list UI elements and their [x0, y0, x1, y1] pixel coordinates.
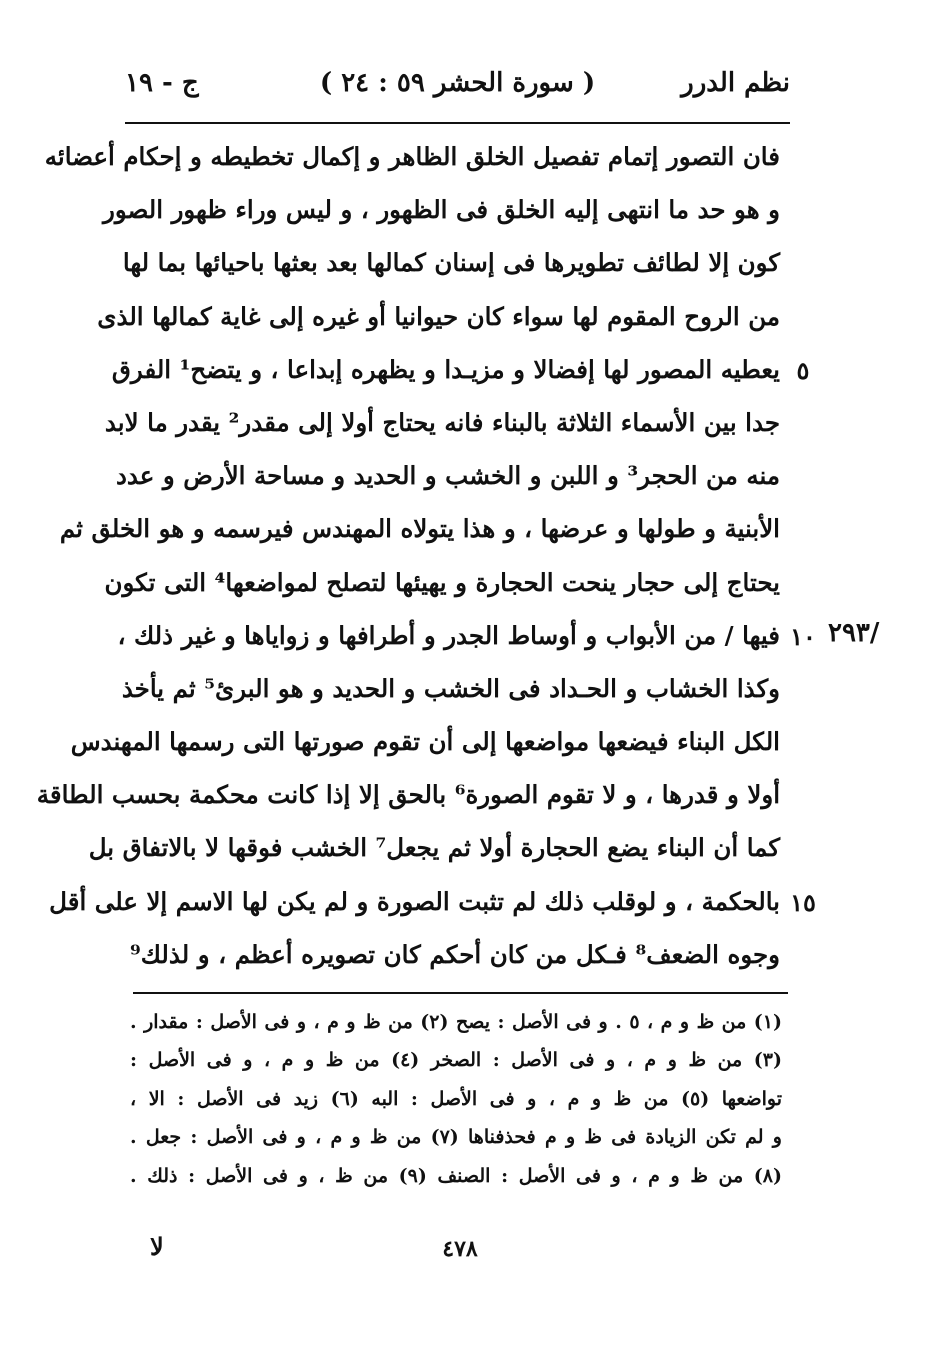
text-line: فيها / من الأبواب و أوساط الجدر و أطرافها و زواياها و غير ذلك ،: [117, 620, 780, 650]
text-line: يحتاج إلى حجار ينحت الحجارة و يهيئها لتصلح لمواضعها⁴ التى تكون: [104, 567, 780, 597]
text-line: الأبنية و طولها و عرضها ، و هذا يتولاه المهندس فيرسمه و هو الخلق ثم: [59, 514, 780, 544]
footnote-line: (١) من ظ و م ، ٥ . و فى الأصل : يصح (٢) من ظ و م ، و فى الأصل : مقدار .: [130, 1011, 782, 1033]
text-line: أولا و قدرها ، و لا تقوم الصورة⁶ بالحق إلا إذا كانت محكمة بحسب الطاقة: [36, 780, 780, 810]
main-text: [36, 130, 780, 981]
text-line: جدا بين الأسماء الثلاثة بالبناء فانه يحتاج أولا إلى مقدر² يقدر ما لابد: [104, 407, 780, 437]
footnote-line: تواضعها (٥) من ظ و م ، و فى الأصل : البه (٦) زيد فى الأصل : الا ،: [130, 1087, 782, 1110]
text-line: كون إلا لطائف تطويرها فى إسنان كمالها بعد بعثها باحيائها بما لها: [122, 248, 780, 278]
text-line: وكذا الخشاب و الحـداد فى الخشب و الحديد و هو البرئ⁵ ثم يأخذ: [121, 673, 780, 703]
footnotes: [130, 1003, 782, 1195]
running-head: [125, 62, 790, 112]
text-line: من الروح المقوم لها سواء كان حيوانيا أو غيره إلى غاية كمالها الذى: [97, 301, 780, 331]
footnote-line: و لم تكن الزيادة فى ظ و م فحذفناها (٧) من ظ و م ، و فى الأصل : جعل .: [130, 1126, 782, 1149]
line-number-5: ٥: [796, 356, 810, 385]
page-number: ٤٧٨: [442, 1236, 478, 1262]
line-number-15: ١٥: [790, 888, 816, 917]
text-line: يعطيه المصور لها إفضالا و مزيـدا و يظهره إبداعا ، و يتضح¹ الفرق: [111, 354, 780, 384]
text-line: الكل البناء فيضعها مواضعها إلى أن تقوم صورتها التى رسمها المهندس: [70, 727, 780, 757]
volume-reference: ج - ١٩: [125, 68, 199, 98]
text-line: و هو حد ما انتهى إليه الخلق فى الظهور ، و ليس وراء ظهور الصور: [103, 195, 780, 225]
catchword: لا: [150, 1232, 164, 1261]
book-title: نظم الدرر: [681, 68, 790, 98]
text-line: كما أن البناء يضع الحجارة أولا ثم يجعل⁷ الخشب فوقها لا بالاتفاق بل: [88, 833, 780, 863]
manuscript-page-marker: /٢٩٣: [828, 618, 880, 648]
footnote-rule: [133, 992, 788, 994]
footnote-line: (٣) من ظ و م ، و فى الأصل : الصخر (٤) من ظ و م ، و فى الأصل :: [130, 1049, 782, 1072]
text-line: بالحكمة ، و لوقلب ذلك لم تثبت الصورة و لم يكن لها الاسم إلا على أقل: [49, 886, 780, 916]
surah-reference: ( سورة الحشر ٥٩ : ٢٤ ): [319, 68, 596, 98]
header-rule: [125, 122, 790, 124]
text-line: فان التصور إتمام تفصيل الخلق الظاهر و إكمال تخطيطه و إحكام أعضائه: [44, 142, 780, 171]
text-line: منه من الحجر³ و اللبن و الخشب و الحديد و مساحة الأرض و عدد: [115, 461, 780, 491]
line-number-10: ١٠: [790, 622, 816, 651]
footnote-line: (٨) من ظ و م ، و فى الأصل : الصنف (٩) من ظ ، و فى الأصل : ذلك .: [130, 1164, 782, 1187]
text-line: وجوه الضعف⁸ فـكل من كان أحكم كان تصويره أعظم ، و لذلك⁹: [130, 939, 780, 969]
